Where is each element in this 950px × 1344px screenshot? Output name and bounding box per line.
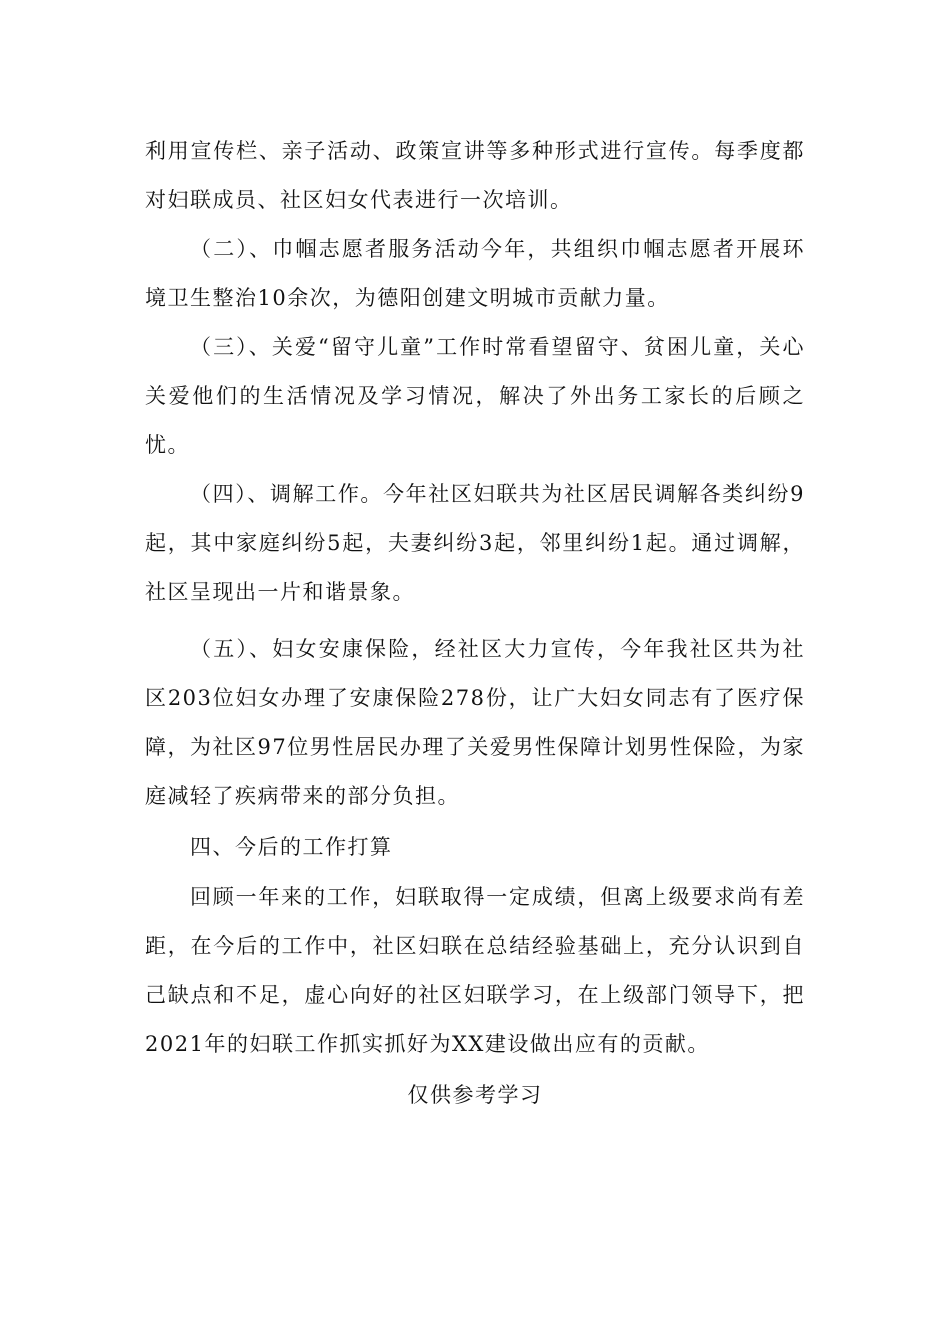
paragraph-mediation-work: （四）、调解工作。今年社区妇联共为社区居民调解各类纠纷9起，其中家庭纠纷5起，夫妻纠纷3起，邻里纠纷1起。通过调解，社区呈现出一片和谐景象。 — [145, 482, 805, 604]
paragraph-review-and-outlook: 回顾一年来的工作，妇联取得一定成绩，但离上级要求尚有差距，在今后的工作中，社区妇联在总结经验基础上，充分认识到自己缺点和不足，虚心向好的社区妇联学习，在上级部门领导下，把2021年的妇联工作抓实抓好为XX建设做出应有的贡献。 — [145, 885, 805, 1056]
footer-note: 仅供参考学习 — [407, 1083, 543, 1107]
paragraph-left-behind-children: （三）、关爱“留守儿童”工作时常看望留守、贫困儿童，关心关爱他们的生活情况及学习情况，解决了外出务工家长的后顾之忧。 — [145, 335, 805, 457]
paragraph-publicity-training: 利用宣传栏、亲子活动、政策宣讲等多种形式进行宣传。每季度都对妇联成员、社区妇女代表进行一次培训。 — [145, 139, 805, 212]
paragraph-volunteer-service: （二）、巾帼志愿者服务活动今年，共组织巾帼志愿者开展环境卫生整治10余次，为德阳创建文明城市贡献力量。 — [145, 237, 805, 310]
section-heading-future-plans: 四、今后的工作打算 — [190, 835, 393, 859]
paragraph-women-insurance: （五）、妇女安康保险，经社区大力宣传，今年我社区共为社区203位妇女办理了安康保险278份，让广大妇女同志有了医疗保障，为社区97位男性居民办理了关爱男性保障计划男性保险，为家庭减轻了疾病带来的部分负担。 — [145, 637, 805, 808]
